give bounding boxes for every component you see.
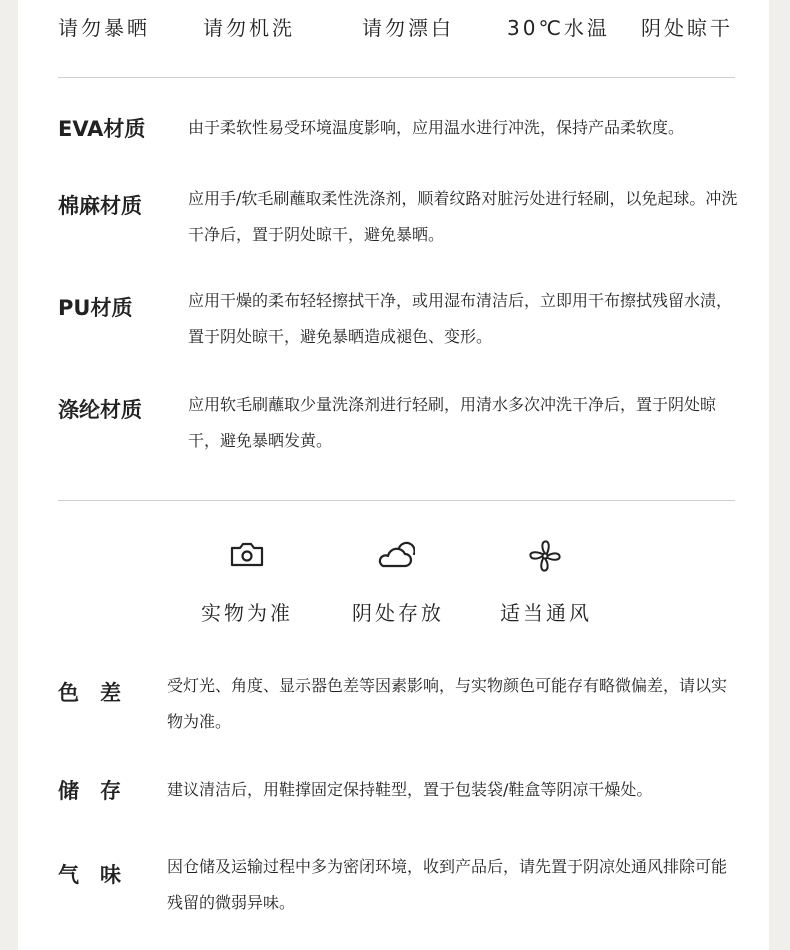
- note-desc-odor: 因仓储及运输过程中多为密闭环境，收到产品后，请先置于阴凉处通风排除可能残留的微弱异味。: [167, 857, 728, 912]
- camera-icon: [227, 535, 267, 575]
- care-label-no-machine-wash: 请勿机洗: [203, 16, 295, 40]
- material-desc-polyester: 应用软毛刷蘸取少量洗涤剂进行轻刷，用清水多次冲洗干净后，置于阴处晾干，避免暴晒发黄。: [188, 395, 717, 450]
- fan-icon: [525, 536, 565, 576]
- care-label-water-temp: 30℃水温: [507, 16, 610, 40]
- material-name-cotton-linen: 棉麻材质: [58, 194, 142, 218]
- feature-label-ventilation: 适当通风: [500, 601, 592, 625]
- care-instructions-page: [18, 0, 769, 950]
- care-label-no-sun: 请勿暴晒: [58, 16, 150, 40]
- material-desc-cotton-linen: 应用手/软毛刷蘸取柔性洗涤剂，顺着纹路对脏污处进行轻刷，以免起球。冲洗干净后，置于阴处晾干，避免暴晒。: [188, 189, 738, 244]
- feature-label-shade-storage: 阴处存放: [352, 601, 444, 625]
- note-name-color-diff: 色 差: [58, 681, 121, 705]
- material-desc-pu: 应用干燥的柔布轻轻擦拭干净，或用湿布清洁后，立即用干布擦拭残留水渍，置于阴处晾干，避免暴晒造成褪色、变形。: [188, 291, 733, 346]
- note-name-odor: 气 味: [58, 863, 121, 887]
- material-desc-eva: 由于柔软性易受环境温度影响，应用温水进行冲洗，保持产品柔软度。: [188, 118, 685, 137]
- material-name-eva: EVA材质: [58, 117, 146, 141]
- care-label-no-bleach: 请勿漂白: [362, 16, 454, 40]
- note-desc-color-diff: 受灯光、角度、显示器色差等因素影响，与实物颜色可能存有略微偏差，请以实物为准。: [167, 676, 728, 731]
- material-name-pu: PU材质: [58, 296, 133, 320]
- note-name-storage: 储 存: [58, 779, 121, 803]
- care-label-shade-dry: 阴处晾干: [641, 16, 733, 40]
- care-symbol-row: [58, 12, 735, 40]
- feature-label-actual-item: 实物为准: [201, 601, 293, 625]
- divider: [58, 500, 735, 501]
- material-name-polyester: 涤纶材质: [58, 398, 142, 422]
- cloud-sun-icon: [375, 535, 415, 575]
- note-desc-storage: 建议清洁后，用鞋撑固定保持鞋型，置于包装袋/鞋盒等阴凉干燥处。: [167, 780, 653, 799]
- divider: [58, 77, 735, 78]
